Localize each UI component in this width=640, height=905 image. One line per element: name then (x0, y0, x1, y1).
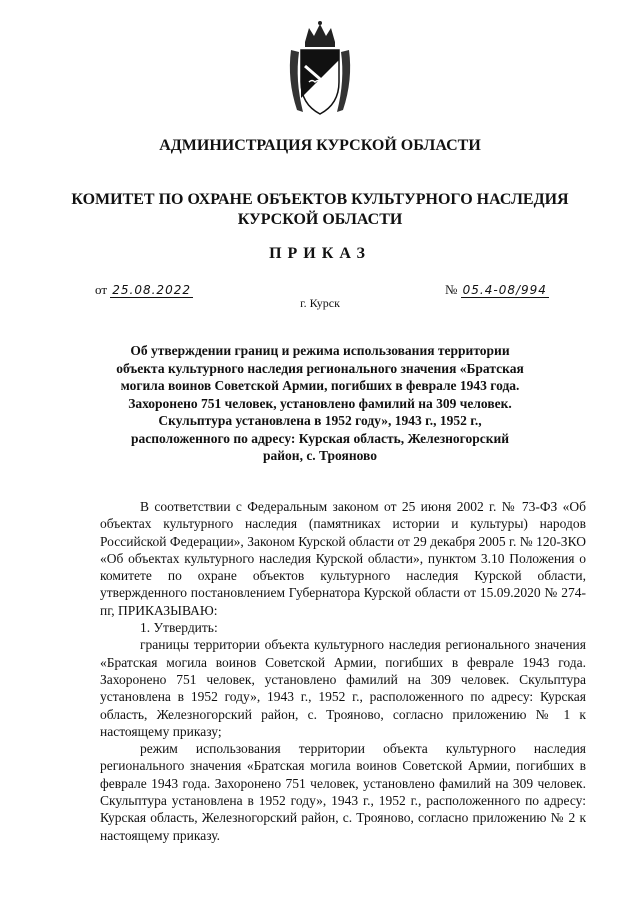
committee-line-2: КУРСКОЙ ОБЛАСТИ (237, 211, 403, 228)
number-prefix: № (445, 282, 458, 297)
number-value: 05.4-08/994 (462, 283, 547, 297)
coat-of-arms-icon (283, 20, 357, 120)
committee-name (0, 190, 640, 230)
organization-name: АДМИНИСТРАЦИЯ КУРСКОЙ ОБЛАСТИ (159, 137, 481, 154)
document-body (100, 498, 586, 844)
paragraph-regime: режим использования территории объекта культурного наследия регионального значения «Братская могила воинов Советской Армии, погибших в феврале 1943 года. Захоронено 751 человек, установлено фамилий на 309 человек. Скульптура установлена в 1952 году», 1943 г., 1952 г., расположенного по адресу: Курская область, Железногорский район, с. Трояново, согласно приложению № 2 к настоящему приказу. (100, 741, 586, 843)
paragraph-boundaries: границы территории объекта культурного наследия регионального значения «Братская могила воинов Советской Армии, погибших в феврале 1943 года. Захоронено 751 человек, установлено фамилий на 309 человек. Скульптура установлена в 1952 году», 1943 г., 1952 г., расположенного по адресу: Курская область, Железногорский район, с. Трояново, согласно приложению № 1 к настоящему приказу; (100, 637, 586, 739)
date-value: 25.08.2022 (112, 283, 191, 297)
paragraph-approve: 1. Утвердить: (140, 620, 218, 636)
document-type: ПРИКАЗ (269, 245, 371, 262)
city: г. Курск (300, 296, 340, 310)
document-title: Об утверждении границ и режима использования территории объекта культурного наследия регионального значения «Братская могила воинов Советской Армии, погибших в феврале 1943 года. Захоронено 751 человек, установлено фамилий на 309 человек. Скульптура установлена в 1952 году», 1943 г., 1952 г., расположенного по адресу: Курская область, Железногорский район, с. Трояново (116, 343, 524, 463)
paragraph-preamble: В соответствии с Федеральным законом от 25 июня 2002 г. № 73-ФЗ «Об объектах культурного наследия (памятниках истории и культуры) народов Российской Федерации», Законом Курской области от 29 декабря 2005 г. № 120-ЗКО «Об объектах культурного наследия Курской области», пунктом 3.10 Положения о комитете по охране объектов культурного наследия Курской области, утвержденного постановлением Губернатора Курской области от 15.09.2020 № 274-пг, ПРИКАЗЫВАЮ: (100, 499, 586, 618)
date-prefix: от (95, 282, 108, 297)
committee-line-1: КОМИТЕТ ПО ОХРАНЕ ОБЪЕКТОВ КУЛЬТУРНОГО НАСЛЕДИЯ (71, 191, 569, 208)
